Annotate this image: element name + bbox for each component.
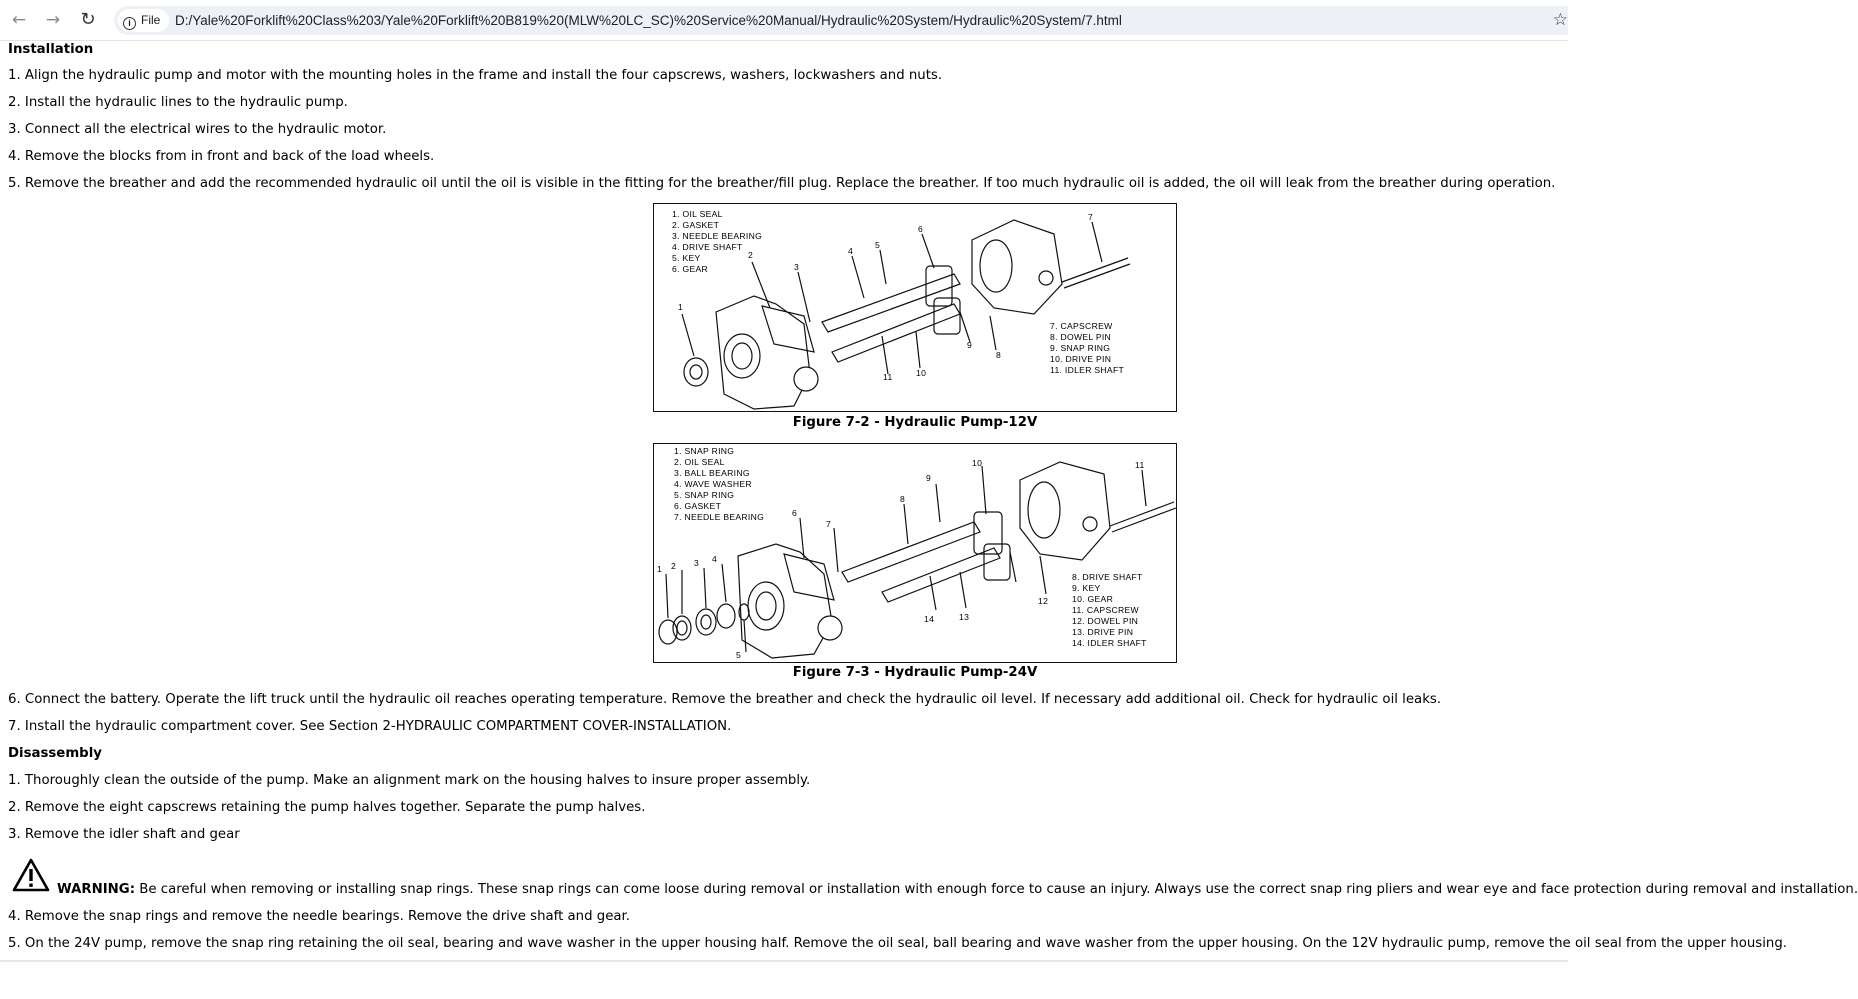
warning-label: WARNING: (57, 882, 136, 897)
warning-icon (12, 858, 50, 892)
forward-arrow-icon[interactable]: → (45, 10, 61, 30)
legend-item: 6. GEAR (672, 264, 709, 274)
disassembly-step-3: 3. Remove the idler shaft and gear (8, 827, 240, 842)
install-step-4: 4. Remove the blocks from in front and back of the load wheels. (8, 149, 435, 164)
figure1-caption: Figure 7-2 - Hydraulic Pump-12V (792, 415, 1038, 430)
disassembly-step-4: 4. Remove the snap rings and remove the needle bearings. Remove the drive shaft and gear. (8, 909, 631, 924)
callout-5: 5 (736, 650, 742, 660)
legend-item: 3. BALL BEARING (674, 468, 750, 478)
install-step-6: 6. Connect the battery. Operate the lift truck until the hydraulic oil reaches operating temperature. Remove the breather and check the hydraulic oil level. If necessary add additional oil. Check for hydraulic oil leaks. (8, 692, 1442, 707)
legend-item: 11. IDLER SHAFT (1050, 365, 1125, 375)
legend-item: 3. NEEDLE BEARING (672, 231, 763, 241)
legend-item: 9. KEY (1072, 583, 1101, 593)
legend-item: 11. CAPSCREW (1072, 605, 1139, 615)
callout-8: 8 (900, 494, 906, 504)
callout-7: 7 (1088, 212, 1094, 222)
legend-right (1050, 321, 1124, 376)
browser-toolbar (0, 0, 1568, 41)
callout-13: 13 (959, 612, 970, 622)
install-step-7: 7. Install the hydraulic compartment cover. See Section 2-HYDRAULIC COMPARTMENT COVER-INSTALLATION. (8, 719, 732, 734)
legend-left (672, 209, 762, 275)
site-info-chip[interactable] (118, 9, 169, 32)
legend-item: 7. NEEDLE BEARING (674, 512, 765, 522)
legend-item: 10. GEAR (1072, 594, 1114, 604)
legend-item: 5. KEY (672, 253, 701, 263)
figure2-caption: Figure 7-3 - Hydraulic Pump-24V (792, 665, 1038, 680)
legend-item: 6. GASKET (674, 501, 722, 511)
url-text[interactable]: D:/Yale%20Forklift%20Class%203/Yale%20Forklift%20B819%20(MLW%20LC_SC)%20Service%20Manual/Hydraulic%20System/Hydraulic%20System/7.html (175, 13, 1122, 28)
callout-3: 3 (794, 262, 800, 272)
legend-item: 1. SNAP RING (674, 446, 735, 456)
callout-11: 11 (1135, 460, 1145, 470)
legend-item: 12. DOWEL PIN (1072, 616, 1139, 626)
back-arrow-icon[interactable]: ← (11, 10, 27, 30)
legend-item: 2. GASKET (672, 220, 720, 230)
legend-item: 1. OIL SEAL (672, 209, 723, 219)
chip-label: File (141, 13, 161, 27)
star-icon[interactable]: ☆ (1552, 10, 1568, 30)
legend-item: 14. IDLER SHAFT (1072, 638, 1147, 648)
disassembly-step-1: 1. Thoroughly clean the outside of the pump. Make an alignment mark on the housing halves to insure proper assembly. (8, 773, 811, 788)
legend-item: 2. OIL SEAL (674, 457, 725, 467)
reload-icon[interactable]: ↻ (80, 9, 96, 30)
install-step-5: 5. Remove the breather and add the recommended hydraulic oil until the oil is visible in the fitting for the breather/fill plug. Replace the breather. If too much hydraulic oil is added, the oil will leak from the breather during operation. (8, 176, 1556, 191)
legend-item: 13. DRIVE PIN (1072, 627, 1134, 637)
callout-3: 3 (694, 558, 700, 568)
callout-7: 7 (826, 519, 832, 529)
callout-8: 8 (996, 350, 1002, 360)
warning-text (57, 880, 1858, 900)
callout-6: 6 (918, 224, 924, 234)
callout-10: 10 (916, 368, 927, 378)
callout-2: 2 (748, 250, 754, 260)
callout-9: 9 (967, 340, 973, 350)
callout-9: 9 (926, 473, 932, 483)
disassembly-step-5: 5. On the 24V pump, remove the snap ring retaining the oil seal, bearing and wave washer in the upper housing half. Remove the oil seal, ball bearing and wave washer from the upper housing. On the 12V hydraulic pump, remove the oil seal from the upper housing. (8, 936, 1787, 951)
install-step-1: 1. Align the hydraulic pump and motor with the mounting holes in the frame and install the four capscrews, washers, lockwashers and nuts. (8, 68, 943, 83)
disassembly-heading: Disassembly (8, 746, 102, 761)
callout-4: 4 (848, 246, 854, 256)
callout-10: 10 (972, 458, 983, 468)
callout-6: 6 (792, 508, 798, 518)
legend-item: 4. WAVE WASHER (674, 479, 752, 489)
legend-right (1072, 572, 1147, 649)
legend-item: 4. DRIVE SHAFT (672, 242, 743, 252)
info-icon: i (123, 17, 136, 30)
figure-hydraulic-pump-24v (653, 443, 1177, 663)
address-bar[interactable] (114, 6, 1568, 35)
callout-4: 4 (712, 554, 718, 564)
install-step-2: 2. Install the hydraulic lines to the hydraulic pump. (8, 95, 348, 110)
legend-left (674, 446, 764, 523)
install-step-3: 3. Connect all the electrical wires to the hydraulic motor. (8, 122, 387, 137)
installation-heading: Installation (8, 42, 94, 57)
callout-1: 1 (678, 302, 684, 312)
legend-item: 8. DRIVE SHAFT (1072, 572, 1143, 582)
legend-item: 8. DOWEL PIN (1050, 332, 1112, 342)
legend-item: 5. SNAP RING (674, 490, 735, 500)
disassembly-step-2: 2. Remove the eight capscrews retaining the pump halves together. Separate the pump halves. (8, 800, 646, 815)
legend-item: 10. DRIVE PIN (1050, 354, 1112, 364)
warning-body: Be careful when removing or installing snap rings. These snap rings can come loose during removal or installation with enough force to cause an injury. Always use the correct snap ring pliers and wear eye and face protection during removal and installation. (135, 882, 1858, 897)
callout-2: 2 (671, 561, 677, 571)
callout-5: 5 (875, 240, 881, 250)
figure-hydraulic-pump-12v (653, 203, 1177, 412)
legend-item: 9. SNAP RING (1050, 343, 1111, 353)
bottom-divider (0, 960, 1568, 962)
callout-12: 12 (1038, 596, 1049, 606)
callout-11: 11 (883, 372, 893, 382)
callout-1: 1 (657, 564, 663, 574)
legend-item: 7. CAPSCREW (1050, 321, 1113, 331)
callout-14: 14 (924, 614, 935, 624)
